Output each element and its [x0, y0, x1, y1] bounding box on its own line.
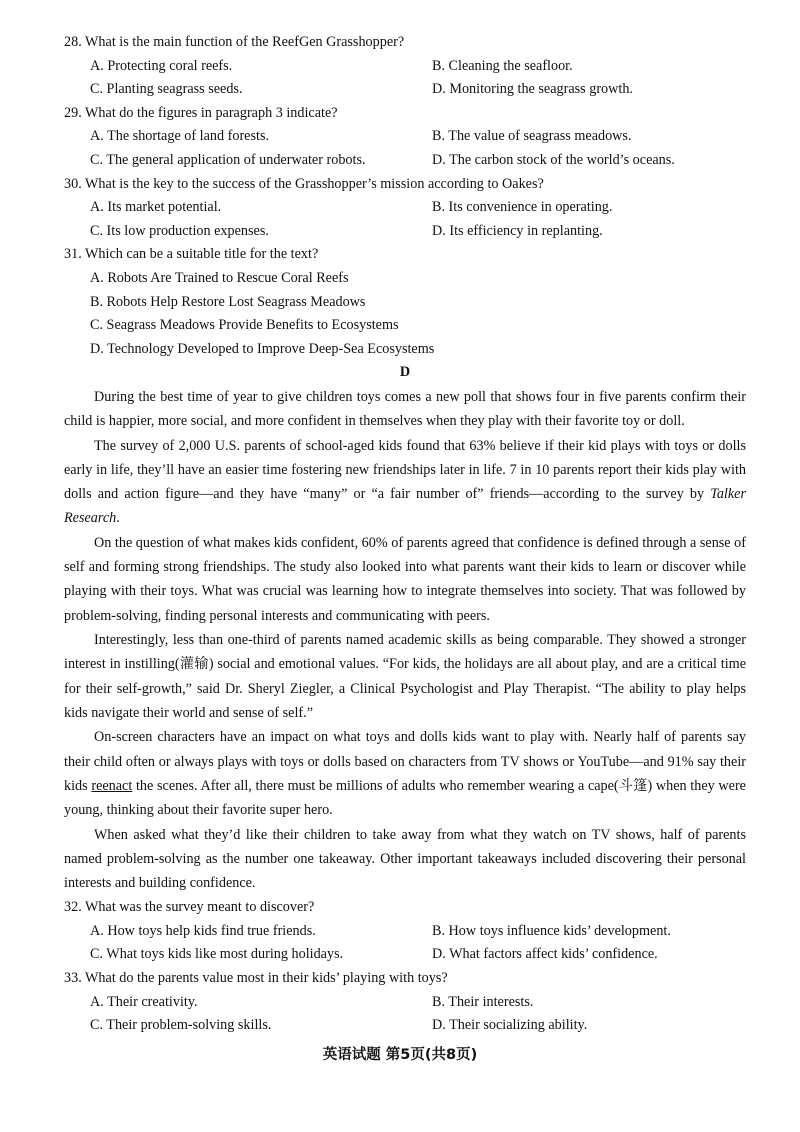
option-a: A. How toys help kids find true friends. [90, 922, 316, 939]
paragraph-text: The survey of 2,000 U.S. parents of school-aged kids found that 63% believe if their kid plays with toys or dolls early in life, they’ll have an easier time fostering new friendships later in life. 7 in 10 parents report their kids play with dolls and action figure—and they have “many” or “a fair number of” friends—according to the survey by [64, 437, 746, 503]
question-28 [64, 31, 746, 102]
option-d: D. Their socializing ability. [432, 1017, 588, 1034]
option-d: D. What factors affect kids’ confidence. [432, 946, 658, 963]
question-number: 31. [64, 246, 82, 263]
option-d: D. The carbon stock of the world’s oceans. [432, 151, 675, 168]
question-text: What do the parents value most in their kids’ playing with toys? [85, 969, 448, 986]
question-31 [64, 243, 746, 361]
paragraph-6: When asked what they’d like their children to take away from what they watch on TV shows, half of parents named problem-solving as the number one takeaway. Other important takeaways included discovering their personal interests and building confidence. [64, 826, 746, 891]
option-c: C. Its low production expenses. [90, 222, 269, 239]
option-b: B. Their interests. [432, 993, 534, 1010]
exam-page [64, 31, 746, 1038]
option-b: B. Cleaning the seafloor. [432, 57, 573, 74]
option-c: C. Their problem-solving skills. [90, 1017, 272, 1034]
paragraph-text: On-screen characters have an impact on what toys and dolls kids want to play with. Nearly half of parents say their child often or always plays with toys or dolls based on characters from TV shows or YouTube—and 91% say their kids [64, 729, 746, 794]
option-a: A. Protecting coral reefs. [90, 57, 233, 74]
paragraph-text: . [116, 510, 120, 527]
question-text: What was the survey meant to discover? [85, 899, 315, 916]
question-number: 30. [64, 175, 82, 192]
paragraph-1: During the best time of year to give children toys comes a new poll that shows four in five parents confirm their child is happier, more social, and more confident in themselves when they play with their favorite toy or doll. [64, 388, 746, 430]
option-c: C. Planting seagrass seeds. [90, 81, 243, 98]
option-b: B. The value of seagrass meadows. [432, 128, 632, 145]
option-c: C. Seagrass Meadows Provide Benefits to Ecosystems [90, 317, 399, 334]
section-heading: D [399, 364, 411, 381]
option-a: A. The shortage of land forests. [90, 128, 270, 145]
question-32 [64, 896, 746, 967]
option-c: C. The general application of underwater robots. [90, 151, 366, 168]
question-number: 33. [64, 969, 82, 986]
question-33 [64, 967, 746, 1038]
paragraph-5 [64, 725, 746, 822]
option-a: A. Robots Are Trained to Rescue Coral Reefs [90, 269, 349, 286]
question-number: 32. [64, 899, 82, 916]
underlined-word: reenact [91, 777, 133, 794]
paragraph-2 [64, 434, 746, 531]
option-b: B. Robots Help Restore Lost Seagrass Meadows [90, 293, 366, 310]
question-29 [64, 102, 746, 173]
paragraph-4: Interestingly, less than one-third of parents named academic skills as being comparable. They showed a stronger interest in instilling(灌输) social and emotional values. “For kids, the holidays are all about play, and are a critical time for their self-growth,” said Dr. Sheryl Ziegler, a Clinical Psychologist and Play Therapist. “The ability to play helps kids navigate their world and sense of self.” [64, 632, 746, 721]
option-a: A. Their creativity. [90, 993, 198, 1010]
option-c: C. What toys kids like most during holidays. [90, 946, 344, 963]
question-text: Which can be a suitable title for the text? [85, 246, 319, 263]
question-30 [64, 173, 746, 244]
question-text: What do the figures in paragraph 3 indicate? [85, 104, 338, 121]
option-d: D. Monitoring the seagrass growth. [432, 81, 633, 98]
question-text: What is the key to the success of the Grasshopper’s mission according to Oakes? [85, 175, 544, 192]
option-a: A. Its market potential. [90, 199, 222, 216]
option-b: B. Its convenience in operating. [432, 199, 613, 216]
paragraph-text: the scenes. After all, there must be millions of adults who remember wearing a cape(斗篷) when they were young, thinking about their favorite super hero. [64, 777, 746, 818]
question-number: 28. [64, 34, 82, 50]
option-d: D. Its efficiency in replanting. [432, 222, 603, 239]
option-b: B. How toys influence kids’ development. [432, 922, 671, 939]
question-number: 29. [64, 104, 82, 121]
page-footer: 英语试题 第5页(共8页) [322, 1047, 478, 1063]
option-d: D. Technology Developed to Improve Deep-Sea Ecosystems [90, 340, 435, 357]
question-text: What is the main function of the ReefGen Grasshopper? [85, 34, 405, 50]
paragraph-3: On the question of what makes kids confident, 60% of parents agreed that confidence is defined through a sense of self and forming strong friendships. The study also looked into what parents want their kids to learn or discover while playing with their toys. What was crucial was learning how to integrate themselves into society. That was followed by problem-solving, finding personal interests and communicating with peers. [64, 534, 746, 624]
source-name: Talker Research [64, 486, 746, 527]
